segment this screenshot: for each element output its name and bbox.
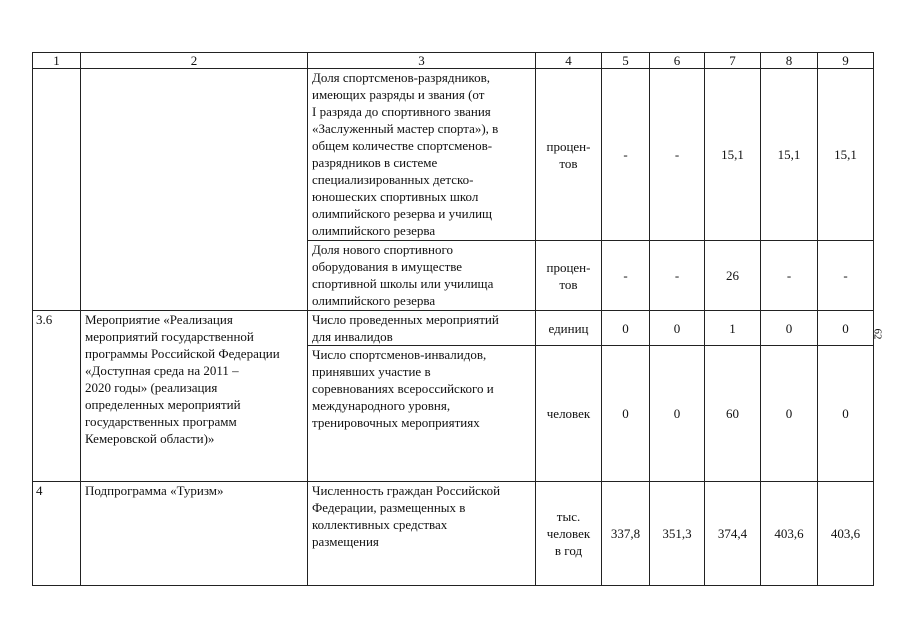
indicator-cell: Численность граждан Российской Федерации, размещенных в коллективных средствах размещения (308, 482, 536, 586)
header-cell: 1 (33, 53, 81, 69)
value-cell: 0 (818, 346, 874, 482)
value-cell: 15,1 (761, 69, 818, 241)
table-row (33, 482, 874, 586)
value-cell: 351,3 (650, 482, 705, 586)
value-cell: 374,4 (705, 482, 761, 586)
unit-cell: процен- тов (536, 69, 602, 241)
value-cell: 0 (602, 311, 650, 346)
measure-cell (81, 69, 308, 311)
header-cell: 8 (761, 53, 818, 69)
header-cell: 7 (705, 53, 761, 69)
header-cell: 3 (308, 53, 536, 69)
unit-cell: процен- тов (536, 241, 602, 311)
value-cell: - (650, 241, 705, 311)
value-cell: 337,8 (602, 482, 650, 586)
value-cell: 0 (761, 346, 818, 482)
value-cell: - (818, 241, 874, 311)
measure-cell: Мероприятие «Реализация мероприятий государственной программы Российской Федерации «Доступная среда на 2011 – 2020 годы» (реализация определенных мероприятий государственных программ Кемеровской области)» (81, 311, 308, 482)
header-cell: 9 (818, 53, 874, 69)
value-cell: - (761, 241, 818, 311)
indicator-cell: Доля спортсменов-разрядников, имеющих разряды и звания (от I разряда до спортивного звания «Заслуженный мастер спорта»), в общем количестве спортсменов- разрядников в системе специализированных детско- юношеских спортивных школ олимпийского резерва и училищ олимпийского резерва (308, 69, 536, 241)
indicator-cell: Число спортсменов-инвалидов, принявших участие в соревнованиях всероссийского и международного уровня, тренировочных мероприятиях (308, 346, 536, 482)
value-cell: 0 (650, 311, 705, 346)
header-cell: 6 (650, 53, 705, 69)
value-cell: - (602, 69, 650, 241)
item-number-cell (33, 69, 81, 311)
value-cell: - (650, 69, 705, 241)
page-number: 62 (871, 328, 884, 340)
table-row (33, 311, 874, 346)
header-cell: 4 (536, 53, 602, 69)
value-cell: 0 (761, 311, 818, 346)
value-cell: 26 (705, 241, 761, 311)
unit-cell: единиц (536, 311, 602, 346)
value-cell: 0 (818, 311, 874, 346)
value-cell: 403,6 (818, 482, 874, 586)
header-cell: 5 (602, 53, 650, 69)
value-cell: 15,1 (705, 69, 761, 241)
value-cell: 60 (705, 346, 761, 482)
value-cell: 403,6 (761, 482, 818, 586)
measure-cell: Подпрограмма «Туризм» (81, 482, 308, 586)
value-cell: 0 (602, 346, 650, 482)
indicator-cell: Доля нового спортивного оборудования в имуществе спортивной школы или училища олимпийского резерва (308, 241, 536, 311)
value-cell: - (602, 241, 650, 311)
value-cell: 1 (705, 311, 761, 346)
indicator-cell: Число проведенных мероприятий для инвалидов (308, 311, 536, 346)
unit-cell: человек (536, 346, 602, 482)
table-row (33, 69, 874, 241)
value-cell: 15,1 (818, 69, 874, 241)
value-cell: 0 (650, 346, 705, 482)
header-row (33, 53, 874, 69)
header-cell: 2 (81, 53, 308, 69)
item-number-cell: 4 (33, 482, 81, 586)
indicators-table (32, 52, 874, 586)
item-number-cell: 3.6 (33, 311, 81, 482)
unit-cell: тыс. человек в год (536, 482, 602, 586)
